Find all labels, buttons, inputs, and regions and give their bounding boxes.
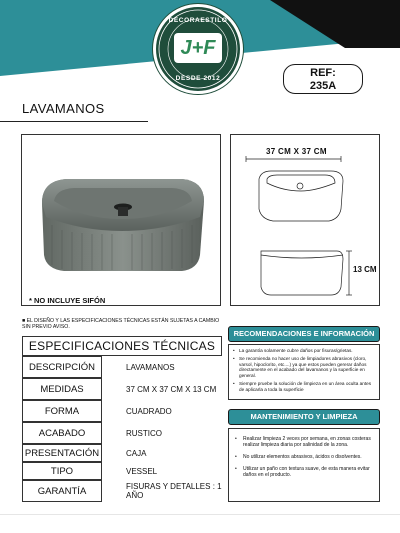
spec-row bbox=[22, 356, 222, 378]
width-dimension: 37 CM X 37 CM bbox=[266, 147, 327, 156]
spec-label: PRESENTACIÓN bbox=[22, 444, 102, 462]
logo-top-text: DECORAESTILO bbox=[168, 17, 228, 24]
spec-value: CUADRADO bbox=[126, 406, 172, 416]
brand-logo bbox=[153, 4, 243, 94]
spec-row bbox=[22, 400, 222, 422]
logo-mark: J+F bbox=[174, 33, 222, 63]
recommendations-header: RECOMENDACIONES E INFORMACIÓN bbox=[228, 326, 380, 342]
spec-label: GARANTÍA bbox=[22, 480, 102, 502]
spec-row bbox=[22, 444, 222, 462]
spec-row bbox=[22, 462, 222, 480]
spec-row bbox=[22, 480, 222, 502]
spec-row bbox=[22, 378, 222, 400]
spec-row bbox=[22, 422, 222, 444]
logo-bottom-text: DESDE 2012 bbox=[175, 75, 221, 82]
spec-value: RUSTICO bbox=[126, 428, 162, 438]
maintenance-item: • No utilizar elementos abrasivos, ácidos o disolventes. bbox=[235, 454, 373, 460]
footer-divider bbox=[0, 514, 400, 515]
spec-label: TIPO bbox=[22, 462, 102, 480]
ref-label: REF: bbox=[310, 67, 336, 79]
specs-title: ESPECIFICACIONES TÉCNICAS bbox=[22, 336, 222, 356]
recommendation-item: • Se recomienda no hacer uso de limpiadores abrasivos (cloro, varsol, hipoclorito, etc....) ya que estos pueden gererar daños directamente en el acabado del lavamanos y la superficie en general. bbox=[233, 356, 375, 378]
recommendation-item: • Siempre pruebe la solución de limpieza en un área oculta antes de aplicarla a toda la superficie bbox=[233, 381, 375, 392]
maintenance-item: • Realizar limpieza 2 veces por semana, en zonas costeras realizar limpieza diaria por salinidad de la zona. bbox=[235, 436, 373, 448]
maintenance-item: • Utilizar un paño con textura suave, de esta manera evitar daños en el producto. bbox=[235, 466, 373, 478]
page-title: LAVAMANOS bbox=[22, 101, 105, 116]
spec-value: 37 CM X 37 CM X 13 CM bbox=[126, 384, 217, 394]
spec-label: DESCRIPCIÓN bbox=[22, 356, 102, 378]
recommendations-box bbox=[228, 344, 380, 400]
ref-code: 235A bbox=[309, 80, 337, 92]
spec-label: MEDIDAS bbox=[22, 378, 102, 400]
sink-drawing-icon bbox=[231, 135, 381, 307]
maintenance-header: MANTENIMIENTO Y LIMPIEZA bbox=[228, 409, 380, 425]
spec-value: LAVAMANOS bbox=[126, 362, 175, 372]
spec-value: VESSEL bbox=[126, 466, 158, 476]
title-underline bbox=[0, 121, 148, 122]
recommendation-item: • La garantía solamente cubre daños por fisuras/grietas. bbox=[233, 348, 375, 354]
spec-label: FORMA bbox=[22, 400, 102, 422]
maintenance-box bbox=[228, 428, 380, 502]
spec-label: ACABADO bbox=[22, 422, 102, 444]
siphon-note: * NO INCLUYE SIFÓN bbox=[29, 296, 106, 305]
height-dimension: 13 CM bbox=[353, 265, 377, 274]
product-photo-frame bbox=[21, 134, 221, 306]
bullet-icon: ■ bbox=[22, 318, 27, 324]
spec-value: FISURAS Y DETALLES : 1 AÑO bbox=[126, 482, 222, 500]
reference-badge bbox=[283, 64, 363, 94]
technical-drawing-frame bbox=[230, 134, 380, 306]
disclaimer-text: EL DISEÑO Y LAS ESPECIFICACIONES TÉCNICAS ESTÁN SUJETAS A CAMBIO SIN PREVIO AVISO. bbox=[22, 318, 220, 331]
sink-photo-icon bbox=[22, 135, 222, 307]
disclaimer-note bbox=[22, 318, 222, 331]
spec-value: CAJA bbox=[126, 448, 147, 458]
